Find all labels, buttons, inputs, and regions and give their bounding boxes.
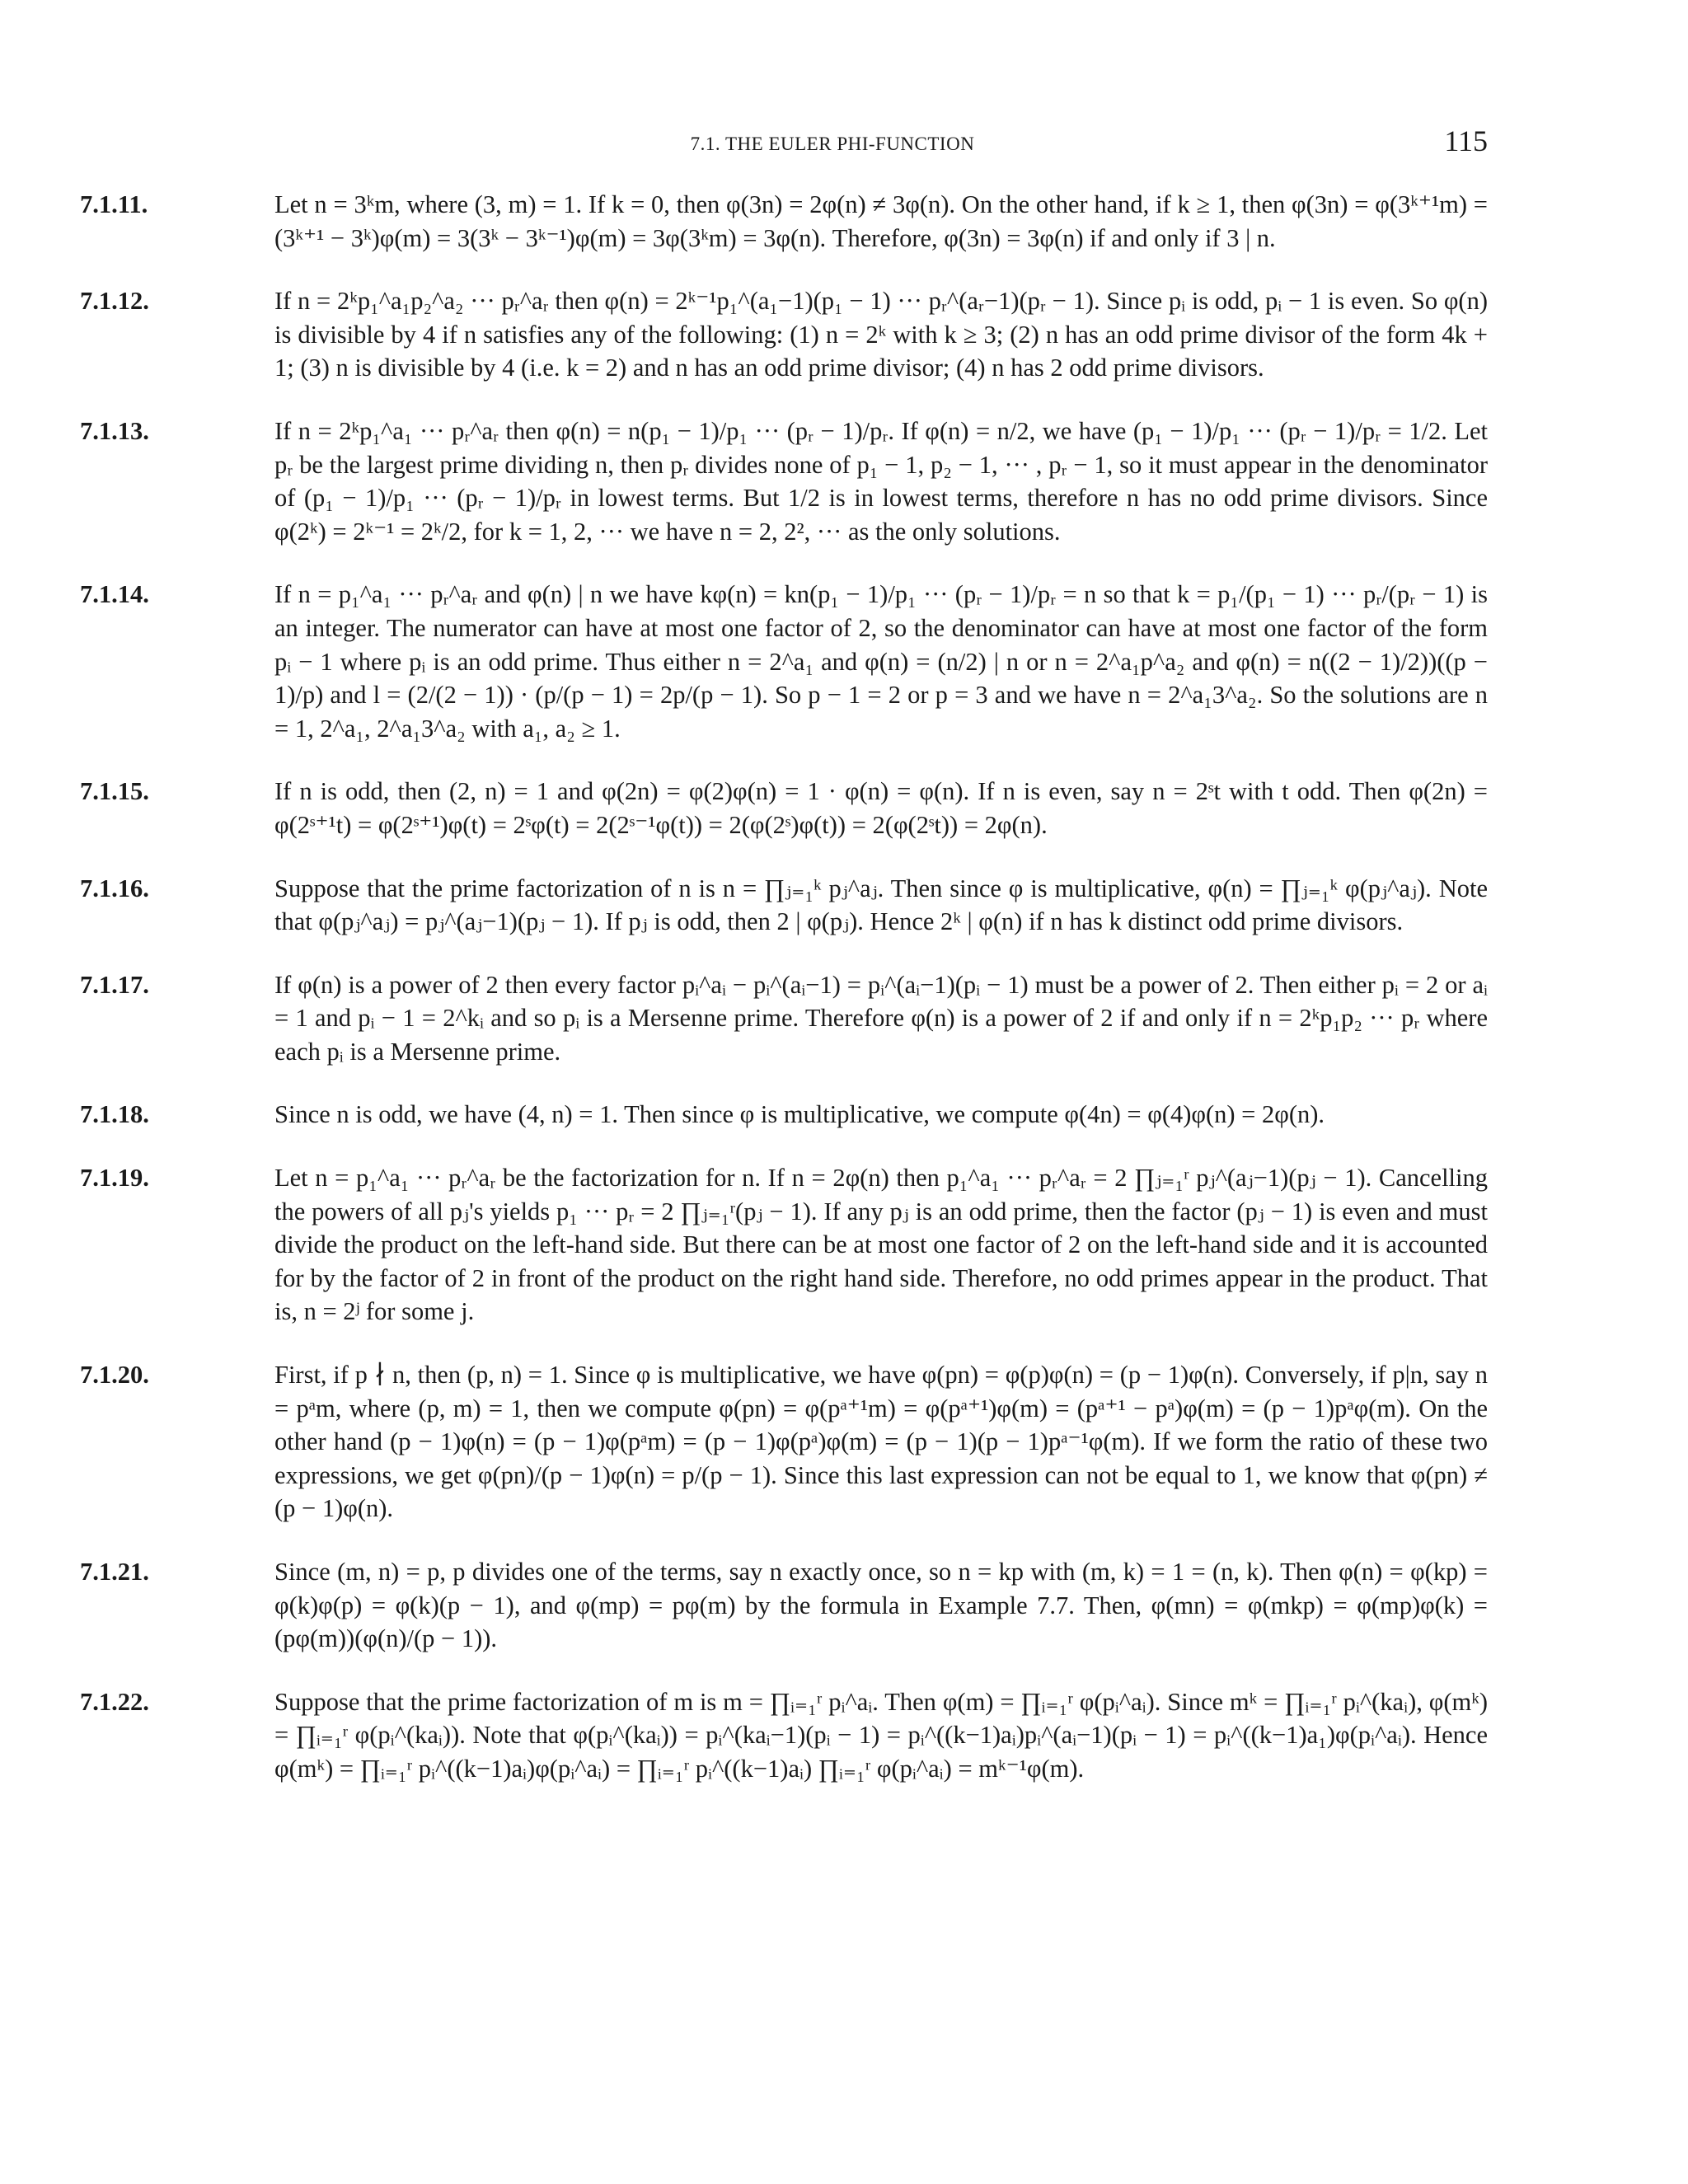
exercise-number: 7.1.21. [80, 1558, 149, 1586]
solution-entry [80, 578, 1488, 745]
running-head: 7.1. THE EULER PHI-FUNCTION [690, 134, 975, 154]
exercise-number: 7.1.20. [80, 1361, 149, 1390]
solution-text: Since n is odd, we have (4, n) = 1. Then since φ is multiplicative, we compute φ(4n) = φ(4)φ(n) = 2φ(n). [274, 1100, 1325, 1129]
solution-entry [80, 1555, 1488, 1656]
exercise-number: 7.1.16. [80, 874, 149, 902]
solution-entry [80, 775, 1488, 841]
exercise-number: 7.1.18. [80, 1100, 149, 1129]
solution-entry [80, 284, 1488, 385]
solution-text: Let n = 3ᵏm, where (3, m) = 1. If k = 0, then φ(3n) = 2φ(n) ≠ 3φ(n). On the other hand, if k ≥ 1, then φ(3n) = φ(3ᵏ⁺¹m) = (3ᵏ⁺¹ − 3ᵏ)φ(m) = 3(3ᵏ − 3ᵏ⁻¹)φ(m) = 3φ(3ᵏm) = 3φ(n). Therefore, φ(3n) = 3φ(n) if and only if 3 | n. [274, 190, 1488, 252]
solution-text: Let n = p₁^a₁ ··· pᵣ^aᵣ be the factorization for n. If n = 2φ(n) then p₁^a₁ ··· pᵣ^aᵣ = 2 ∏ⱼ₌₁ʳ pⱼ^(aⱼ−1)(pⱼ − 1). Cancelling the powers of all pⱼ's yields p₁ ··· pᵣ = 2 ∏ⱼ₌₁ʳ(pⱼ − 1). If any pⱼ is an odd prime, then the factor (pⱼ − 1) is even and must divide the product on the left-hand side. But there can be at most one factor of 2 on the left-hand side and it is accounted for by the factor of 2 in front of the product on the right hand side. Therefore, no odd primes appear in the product. That is, n = 2ʲ for some j. [274, 1164, 1488, 1326]
solution-entry [80, 1358, 1488, 1526]
solution-entry [80, 968, 1488, 1069]
exercise-number: 7.1.12. [80, 287, 149, 316]
solution-text: If n = p₁^a₁ ··· pᵣ^aᵣ and φ(n) | n we have kφ(n) = kn(p₁ − 1)/p₁ ··· (pᵣ − 1)/pᵣ = n so that k = p₁/(p₁ − 1) ··· pᵣ/(pᵣ − 1) is an integer. The numerator can have at most one factor of 2, so the denominator can have at most one factor of the form pᵢ − 1 where pᵢ is an odd prime. Thus either n = 2^a₁ and φ(n) = (n/2) | n or n = 2^a₁p^a₂ and φ(n) = n((2 − 1)/2))((p − 1)/p) and l = (2/(2 − 1)) · (p/(p − 1) = 2p/(p − 1). So p − 1 = 2 or p = 3 and we have n = 2^a₁3^a₂. So the solutions are n = 1, 2^a₁, 2^a₁3^a₂ with a₁, a₂ ≥ 1. [274, 580, 1488, 743]
solution-text: If n = 2ᵏp₁^a₁p₂^a₂ ··· pᵣ^aᵣ then φ(n) = 2ᵏ⁻¹p₁^(a₁−1)(p₁ − 1) ··· pᵣ^(aᵣ−1)(pᵣ − 1). Since pᵢ is odd, pᵢ − 1 is even. So φ(n) is divisible by 4 if n satisfies any of the following: (1) n = 2ᵏ with k ≥ 3; (2) n has an odd prime divisor of the form 4k + 1; (3) n is divisible by 4 (i.e. k = 2) and n has an odd prime divisor; (4) n has 2 odd prime divisors. [274, 287, 1488, 382]
solution-entry [80, 188, 1488, 255]
solution-entry [80, 415, 1488, 548]
solution-entry [80, 1161, 1488, 1329]
exercise-number: 7.1.19. [80, 1164, 149, 1193]
exercise-number: 7.1.14. [80, 580, 149, 609]
solution-entry [80, 1685, 1488, 1786]
solution-entry [80, 872, 1488, 939]
exercise-number: 7.1.13. [80, 416, 149, 445]
exercise-number: 7.1.11. [80, 190, 148, 218]
solutions-list [80, 188, 1488, 1816]
page-number: 115 [1444, 124, 1488, 157]
solution-text: If φ(n) is a power of 2 then every factor pᵢ^aᵢ − pᵢ^(aᵢ−1) = pᵢ^(aᵢ−1)(pᵢ − 1) must be a power of 2. Then either pᵢ = 2 or aᵢ = 1 and pᵢ − 1 = 2^kᵢ and so pᵢ is a Mersenne prime. Therefore φ(n) is a power of 2 if and only if n = 2ᵏp₁p₂ ··· pᵣ where each pᵢ is a Mersenne prime. [274, 970, 1488, 1066]
solution-text: First, if p ∤ n, then (p, n) = 1. Since φ is multiplicative, we have φ(pn) = φ(p)φ(n) = (p − 1)φ(n). Conversely, if p|n, say n = pᵃm, where (p, m) = 1, then we compute φ(pn) = φ(pᵃ⁺¹m) = φ(pᵃ⁺¹)φ(m) = (pᵃ⁺¹ − pᵃ)φ(m) = (p − 1)pᵃφ(m). On the other hand (p − 1)φ(n) = (p − 1)φ(pᵃm) = (p − 1)φ(pᵃ)φ(m) = (p − 1)(p − 1)pᵃ⁻¹φ(m). If we form the ratio of these two expressions, we get φ(pn)/(p − 1)φ(n) = p/(p − 1). Since this last expression can not be equal to 1, we know that φ(pn) ≠ (p − 1)φ(n). [274, 1361, 1488, 1523]
solution-text: Suppose that the prime factorization of n is n = ∏ⱼ₌₁ᵏ pⱼ^aⱼ. Then since φ is multiplicative, φ(n) = ∏ⱼ₌₁ᵏ φ(pⱼ^aⱼ). Note that φ(pⱼ^aⱼ) = pⱼ^(aⱼ−1)(pⱼ − 1). If pⱼ is odd, then 2 | φ(pⱼ). Hence 2ᵏ | φ(n) if n has k distinct odd prime divisors. [274, 874, 1488, 936]
exercise-number: 7.1.15. [80, 777, 149, 806]
solution-entry [80, 1098, 1488, 1132]
exercise-number: 7.1.22. [80, 1687, 149, 1716]
solution-text: If n = 2ᵏp₁^a₁ ··· pᵣ^aᵣ then φ(n) = n(p₁ − 1)/p₁ ··· (pᵣ − 1)/pᵣ. If φ(n) = n/2, we have (p₁ − 1)/p₁ ··· (pᵣ − 1)/pᵣ = 1/2. Let pᵣ be the largest prime dividing n, then pᵣ divides none of p₁ − 1, p₂ − 1, ··· , pᵣ − 1, so it must appear in the denominator of (p₁ − 1)/p₁ ··· (pᵣ − 1)/pᵣ in lowest terms. But 1/2 is in lowest terms, therefore n has no odd prime divisors. Since φ(2ᵏ) = 2ᵏ⁻¹ = 2ᵏ/2, for k = 1, 2, ··· we have n = 2, 2², ··· as the only solutions. [274, 416, 1488, 546]
solution-text: Suppose that the prime factorization of m is m = ∏ᵢ₌₁ʳ pᵢ^aᵢ. Then φ(m) = ∏ᵢ₌₁ʳ φ(pᵢ^aᵢ). Since mᵏ = ∏ᵢ₌₁ʳ pᵢ^(kaᵢ), φ(mᵏ) = ∏ᵢ₌₁ʳ φ(pᵢ^(kaᵢ)). Note that φ(pᵢ^(kaᵢ)) = pᵢ^(kaᵢ−1)(pᵢ − 1) = pᵢ^((k−1)aᵢ)pᵢ^(aᵢ−1)(pᵢ − 1) = pᵢ^((k−1)a₁)φ(pᵢ^aᵢ). Hence φ(mᵏ) = ∏ᵢ₌₁ʳ pᵢ^((k−1)aᵢ)φ(pᵢ^aᵢ) = ∏ᵢ₌₁ʳ pᵢ^((k−1)aᵢ) ∏ᵢ₌₁ʳ φ(pᵢ^aᵢ) = mᵏ⁻¹φ(m). [274, 1687, 1488, 1783]
solution-text: If n is odd, then (2, n) = 1 and φ(2n) = φ(2)φ(n) = 1 · φ(n) = φ(n). If n is even, say n = 2ˢt with t odd. Then φ(2n) = φ(2ˢ⁺¹t) = φ(2ˢ⁺¹)φ(t) = 2ˢφ(t) = 2(2ˢ⁻¹φ(t)) = 2(φ(2ˢ)φ(t)) = 2(φ(2ˢt)) = 2φ(n). [274, 777, 1488, 839]
solution-text: Since (m, n) = p, p divides one of the terms, say n exactly once, so n = kp with (m, k) = 1 = (n, k). Then φ(n) = φ(kp) = φ(k)φ(p) = φ(k)(p − 1), and φ(mp) = pφ(m) by the formula in Example 7.7. Then, φ(mn) = φ(mkp) = φ(mp)φ(k) = (pφ(m))(φ(n)/(p − 1)). [274, 1558, 1488, 1653]
page-header [177, 124, 1488, 165]
exercise-number: 7.1.17. [80, 970, 149, 999]
